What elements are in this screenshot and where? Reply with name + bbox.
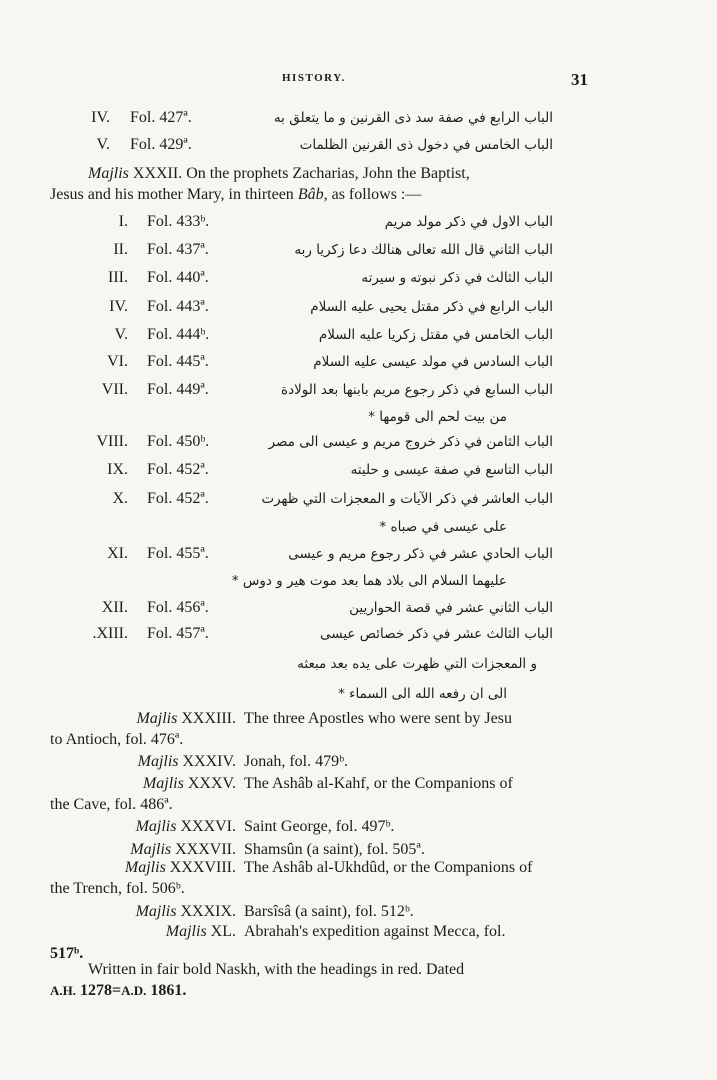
- chapter-number: XII.: [101, 599, 128, 616]
- arabic-heading: الى ان رفعه الله الى السماء *: [338, 686, 507, 702]
- folio-ref: Fol. 427ª.: [130, 109, 192, 126]
- chapter-number: V.: [114, 326, 128, 343]
- arabic-heading: الباب الثامن في ذكر خروج مريم و عيسى الى مصر: [268, 434, 553, 450]
- arabic-heading: الباب الرابع في ذكر مقتل يحيى عليه السلام: [310, 299, 553, 315]
- majlis-label: Majlis: [142, 775, 184, 792]
- majlis-label: Majlis: [137, 753, 179, 770]
- majlis-number: XXXV.: [187, 775, 236, 792]
- majlis-heading: [136, 709, 236, 729]
- entry-number: IV.: [91, 109, 110, 126]
- folio-ref: Fol. 440ª.: [147, 269, 209, 286]
- majlis-heading: [138, 752, 236, 772]
- majlis-text: Shamsûn (a saint), fol. 505ª.: [244, 841, 425, 858]
- year-ad: 1861.: [150, 982, 187, 999]
- folio-ref: Fol. 450ᵇ.: [147, 433, 210, 450]
- majlis-text: The three Apostles who were sent by Jesu: [244, 710, 512, 727]
- majlis-label: Majlis: [135, 903, 177, 920]
- majlis-text: The Ashâb al-Kahf, or the Companions of: [244, 775, 513, 792]
- folio-ref: Fol. 455ª.: [147, 545, 209, 562]
- arabic-heading: الباب الاول في ذكر مولد مريم: [384, 214, 553, 230]
- folio-ref: Fol. 457ª.: [147, 625, 209, 642]
- chapter-number: IV.: [109, 298, 128, 315]
- arabic-heading: الباب التاسع في صفة عيسى و حليته: [350, 462, 553, 478]
- arabic-heading: الباب الرابع في صفة سد ذى القرنين و ما يتعلق به: [273, 110, 553, 126]
- majlis-text: Abrahah's expedition against Mecca, fol.: [244, 923, 506, 940]
- chapter-number: I.: [118, 213, 128, 230]
- majlis-number: XXXVI.: [180, 818, 236, 835]
- arabic-heading: الباب العاشر في ذكر الآيات و المعجزات التي ظهرت: [261, 491, 553, 507]
- arabic-heading: و المعجزات التي ظهرت على يده بعد مبعثه: [297, 656, 537, 672]
- arabic-heading: على عيسى في صباه *: [379, 519, 507, 535]
- bab-term: Bâb: [297, 186, 324, 203]
- majlis-32-line1: On the prophets Zacharias, John the Baptist,: [186, 165, 470, 182]
- folio-ref: Fol. 456ª.: [147, 599, 209, 616]
- arabic-heading: الباب الخامس في مقتل زكريا عليه السلام: [318, 327, 553, 343]
- arabic-heading: الباب الثاني قال الله تعالى هنالك دعا زكريا ربه: [294, 242, 553, 258]
- folio-ref: Fol. 433ᵇ.: [147, 213, 210, 230]
- chapter-number: XI.: [107, 545, 128, 562]
- majlis-heading: [125, 858, 236, 878]
- majlis-number: XL.: [210, 923, 236, 940]
- majlis-32-line2: Jesus and his mother Mary, in thirteen Bâb, as follows :—: [50, 186, 422, 203]
- folio-ref: Fol. 429ª.: [130, 136, 192, 153]
- folio-ref: Fol. 444ᵇ.: [147, 326, 210, 343]
- closing-line: Written in fair bold Naskh, with the headings in red. Dated: [88, 961, 465, 978]
- running-title: HISTORY.: [282, 72, 346, 84]
- majlis-label: Majlis: [88, 165, 129, 182]
- arabic-heading: الباب السابع في ذكر رجوع مريم بابنها بعد الولادة: [281, 382, 553, 398]
- folio-ref: Fol. 437ª.: [147, 241, 209, 258]
- arabic-heading: الباب الثاني عشر في قصة الحواريين: [349, 600, 553, 616]
- majlis-text: Saint George, fol. 497ᵇ.: [244, 818, 395, 835]
- majlis-text: Jonah, fol. 479ᵇ.: [244, 753, 349, 770]
- arabic-heading: الباب الثالث عشر في ذكر خصائص عيسى: [320, 626, 553, 642]
- majlis-heading: [143, 774, 236, 794]
- page-number: 31: [571, 70, 588, 89]
- majlis-continuation: the Cave, fol. 486ª.: [50, 796, 173, 813]
- entry-number: V.: [96, 136, 110, 153]
- chapter-number: X.: [112, 490, 128, 507]
- folio-ref: Fol. 452ª.: [147, 490, 209, 507]
- majlis-number: XXXIV.: [182, 753, 236, 770]
- chapter-number: III.: [108, 269, 128, 286]
- chapter-number: .XIII.: [92, 625, 128, 642]
- arabic-heading: عليهما السلام الى بلاد هما بعد موت هير و دوس *: [231, 573, 507, 589]
- arabic-heading: الباب الحادي عشر في ذكر رجوع مريم و عيسى: [288, 546, 553, 562]
- arabic-heading: من بيت لحم الى قومها *: [368, 409, 507, 425]
- majlis-number: XXXVII.: [175, 841, 236, 858]
- majlis-label: Majlis: [130, 841, 172, 858]
- year-ah: 1278=: [80, 982, 122, 999]
- folio-ref: Fol. 445ª.: [147, 353, 209, 370]
- folio-ref: Fol. 443ª.: [147, 298, 209, 315]
- arabic-heading: الباب الثالث في ذكر نبوته و سيرته: [361, 270, 553, 286]
- majlis-continuation: to Antioch, fol. 476ª.: [50, 731, 184, 748]
- chapter-number: VII.: [101, 381, 128, 398]
- majlis-32-intro: [88, 164, 470, 184]
- arabic-heading: الباب السادس في مولد عيسى عليه السلام: [313, 354, 553, 370]
- folio-ref: Fol. 449ª.: [147, 381, 209, 398]
- majlis-heading: [130, 840, 236, 860]
- majlis-heading: [136, 902, 236, 922]
- chapter-number: VIII.: [96, 433, 128, 450]
- majlis-continuation: the Trench, fol. 506ᵇ.: [50, 880, 185, 897]
- era-ad: A.D.: [121, 983, 147, 998]
- majlis-label: Majlis: [124, 859, 166, 876]
- closing-date: [50, 981, 186, 1001]
- majlis-text: The Ashâb al-Ukhdûd, or the Companions of: [244, 859, 533, 876]
- majlis-text: Barsîsâ (a saint), fol. 512ᵇ.: [244, 903, 414, 920]
- majlis-label: Majlis: [136, 710, 178, 727]
- chapter-number: IX.: [107, 461, 128, 478]
- chapter-number: VI.: [107, 353, 128, 370]
- majlis-number: XXXIII.: [181, 710, 236, 727]
- era-ah: A.H.: [50, 983, 76, 998]
- majlis-number: XXXII.: [132, 165, 183, 182]
- folio-ref: Fol. 452ª.: [147, 461, 209, 478]
- majlis-heading: [136, 817, 236, 837]
- majlis-label: Majlis: [135, 818, 177, 835]
- majlis-continuation: 517ᵇ.: [50, 945, 84, 962]
- majlis-heading: [166, 922, 236, 942]
- majlis-number: XXXVIII.: [169, 859, 236, 876]
- arabic-heading: الباب الخامس في دخول ذى القرنين الظلمات: [299, 137, 553, 153]
- majlis-label: Majlis: [165, 923, 207, 940]
- chapter-number: II.: [113, 241, 128, 258]
- majlis-number: XXXIX.: [180, 903, 236, 920]
